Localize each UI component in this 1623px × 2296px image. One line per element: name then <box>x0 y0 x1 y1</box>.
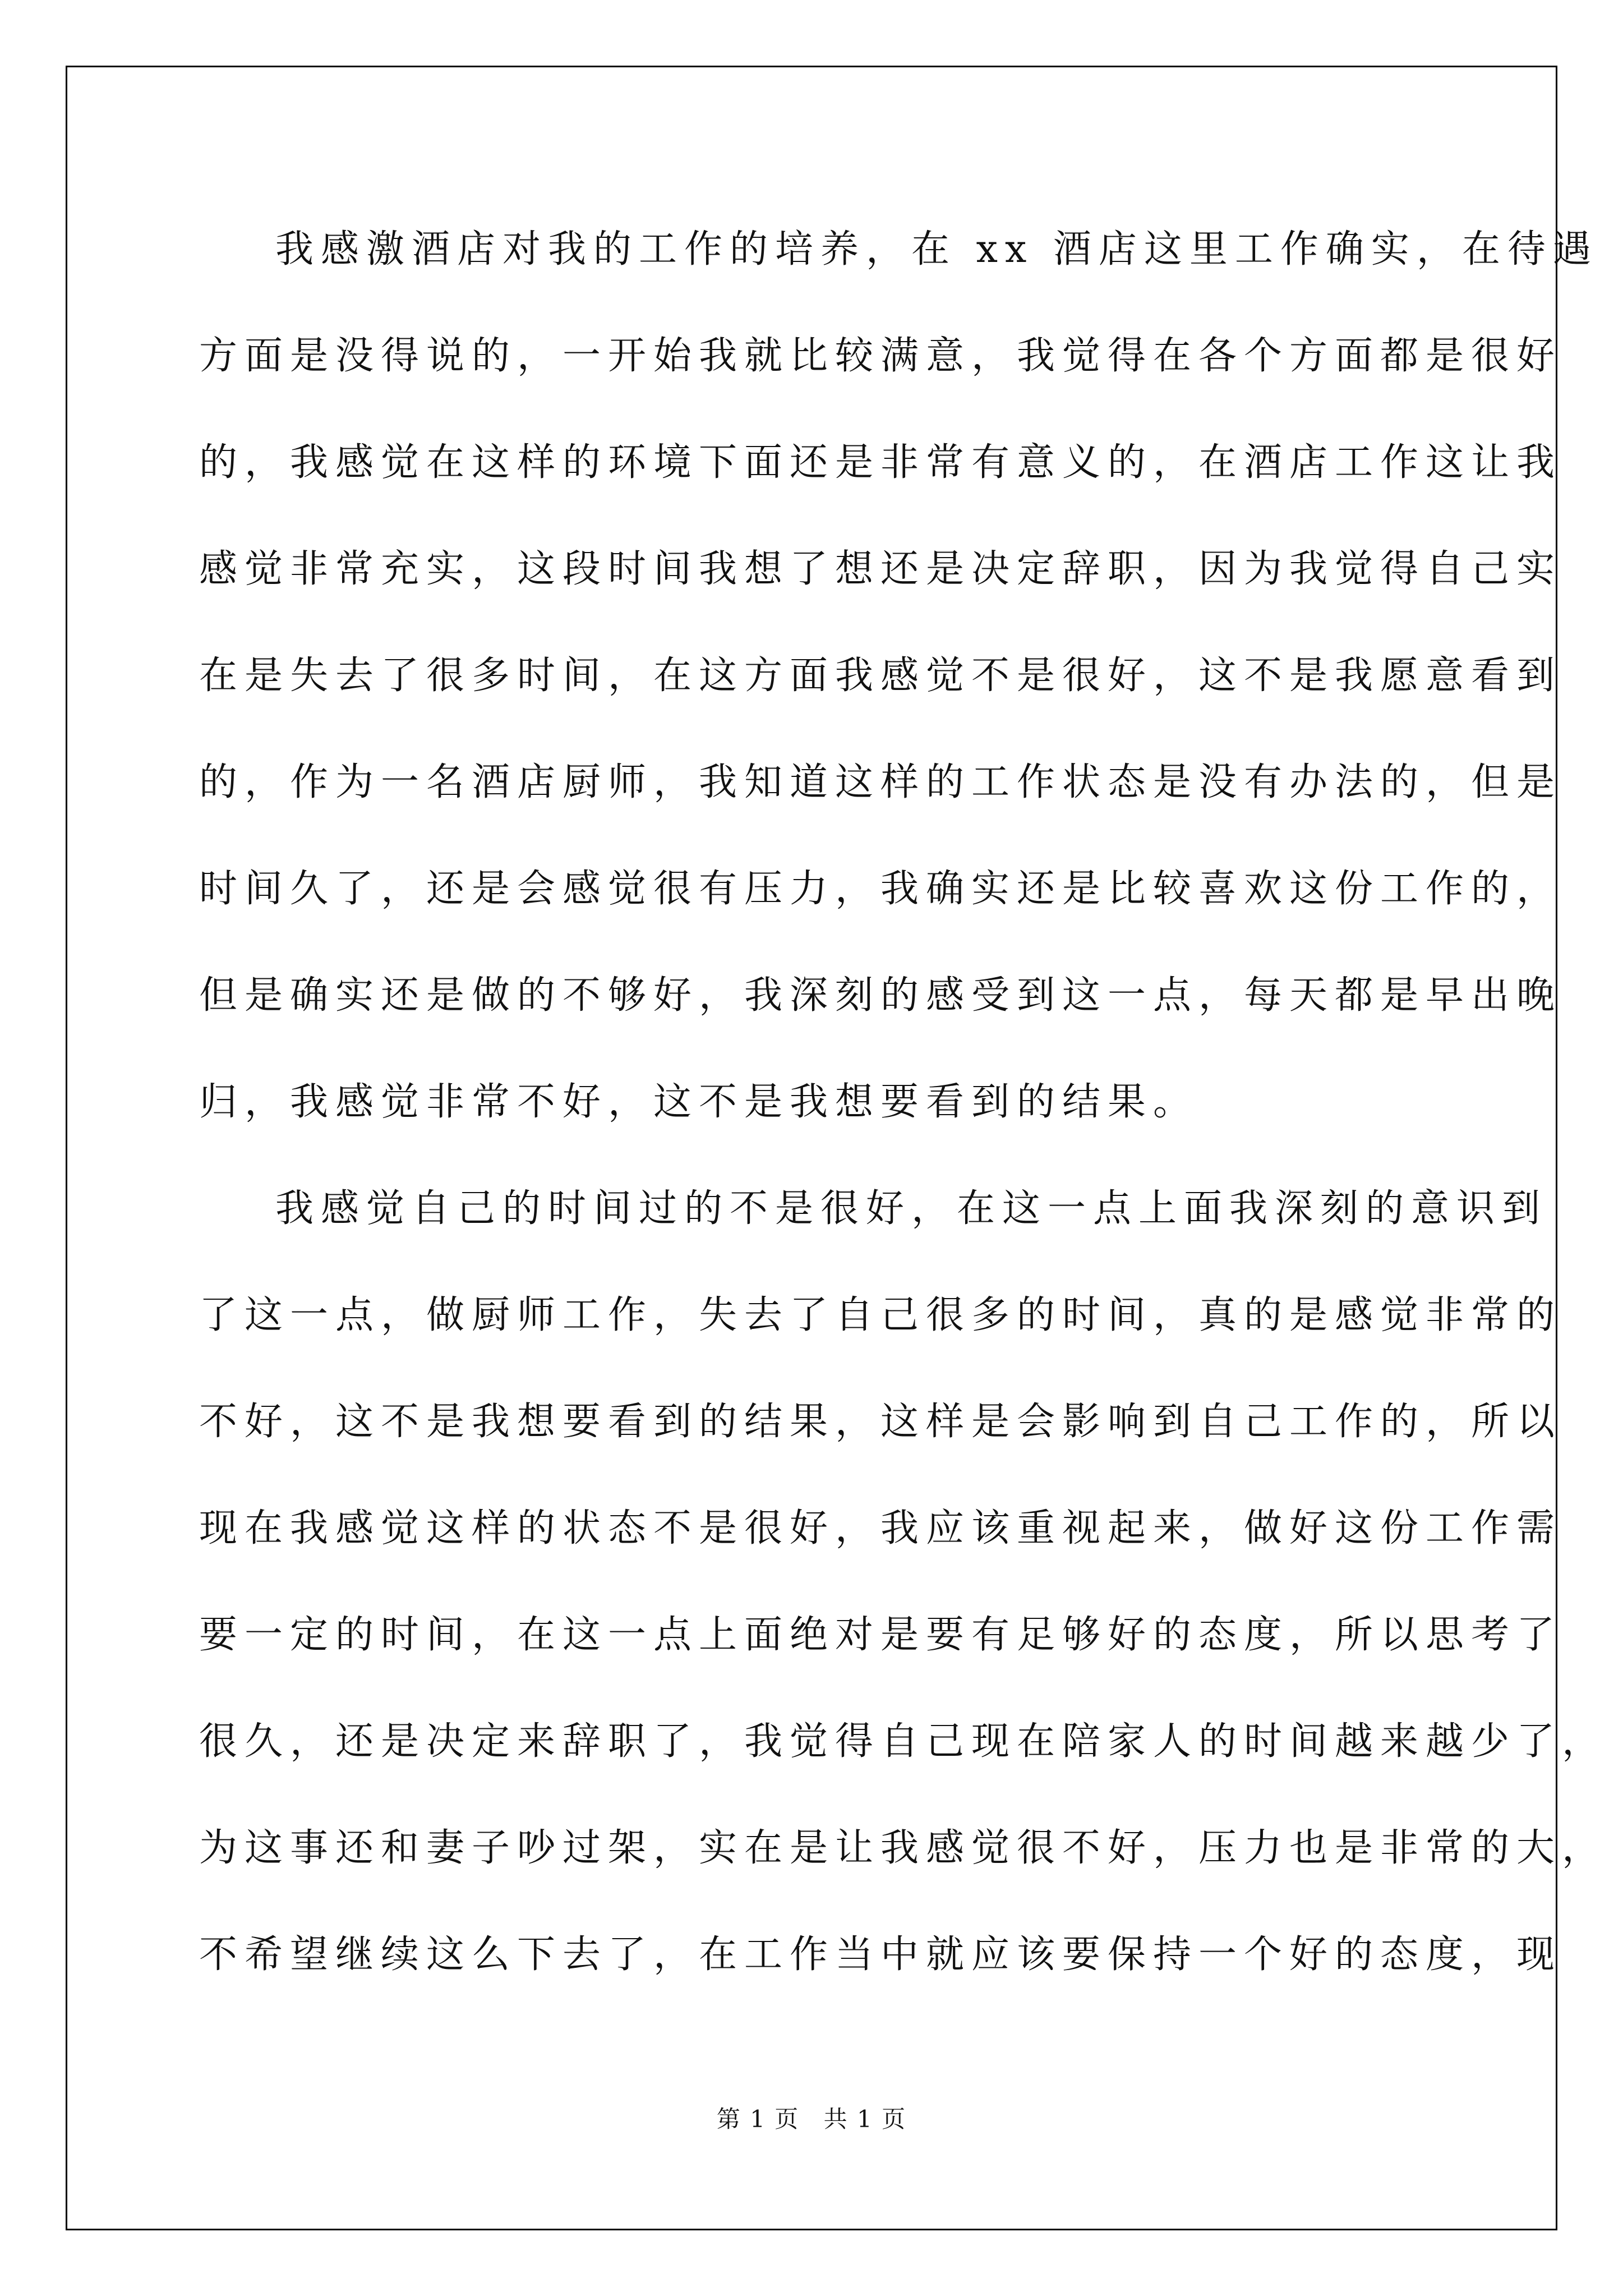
text-line: 我感激酒店对我的工作的培养，在 xx 酒店这里工作确实，在待遇 <box>275 227 1598 272</box>
text-line: 时间久了，还是会感觉很有压力，我确实还是比较喜欢这份工作的， <box>199 867 1562 911</box>
page-total: 共 1 页 <box>823 2105 907 2133</box>
document-body <box>199 222 1608 2033</box>
text-line: 了这一点，做厨师工作，失去了自己很多的时间，真的是感觉非常的 <box>199 1293 1562 1337</box>
text-line: 的，我感觉在这样的环境下面还是非常有意义的，在酒店工作这让我 <box>199 440 1562 485</box>
paragraph-1 <box>199 222 1598 1181</box>
text-line: 感觉非常充实，这段时间我想了想还是决定辞职，因为我觉得自己实 <box>199 547 1562 591</box>
text-line: 归，我感觉非常不好，这不是我想要看到的结果。 <box>199 1080 1199 1124</box>
text-line: 为这事还和妻子吵过架，实在是让我感觉很不好，压力也是非常的大， <box>199 1826 1608 1870</box>
text-line: 的，作为一名酒店厨师，我知道这样的工作状态是没有办法的，但是 <box>199 760 1562 804</box>
text-line: 现在我感觉这样的状态不是很好，我应该重视起来，做好这份工作需 <box>199 1506 1562 1550</box>
paragraph-2 <box>199 1181 1608 2033</box>
page-number: 第 1 页 <box>716 2105 800 2133</box>
text-line: 不希望继续这么下去了，在工作当中就应该要保持一个好的态度，现 <box>199 1932 1562 1977</box>
text-line: 要一定的时间，在这一点上面绝对是要有足够好的态度，所以思考了 <box>199 1613 1562 1657</box>
text-line: 但是确实还是做的不够好，我深刻的感受到这一点，每天都是早出晚 <box>199 973 1562 1018</box>
text-line: 不好，这不是我想要看到的结果，这样是会影响到自己工作的，所以 <box>199 1400 1562 1444</box>
text-line: 方面是没得说的，一开始我就比较满意，我觉得在各个方面都是很好 <box>199 334 1562 378</box>
text-line: 我感觉自己的时间过的不是很好，在这一点上面我深刻的意识到 <box>275 1186 1548 1231</box>
page-footer <box>0 2101 1623 2134</box>
text-line: 在是失去了很多时间，在这方面我感觉不是很好，这不是我愿意看到 <box>199 654 1562 698</box>
text-line: 很久，还是决定来辞职了，我觉得自己现在陪家人的时间越来越少了， <box>199 1719 1608 1764</box>
